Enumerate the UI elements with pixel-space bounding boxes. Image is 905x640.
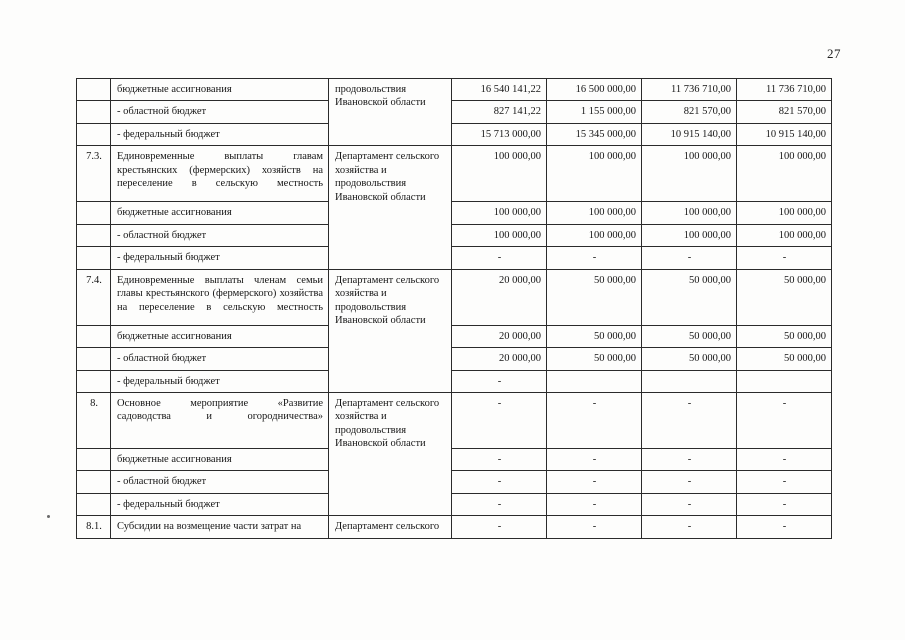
row-value-1: 16 540 141,22 <box>452 79 547 101</box>
row-number <box>77 493 111 515</box>
row-value-3: 100 000,00 <box>642 146 737 202</box>
table-row <box>77 101 832 123</box>
row-number <box>77 247 111 269</box>
row-value-2: - <box>547 247 642 269</box>
row-value-4: 11 736 710,00 <box>737 79 832 101</box>
row-department: Департамент сельского хозяйства и продовольствия Ивановской области <box>329 146 452 269</box>
row-name: - федеральный бюджет <box>111 247 329 269</box>
table-row <box>77 493 832 515</box>
row-value-1: 827 141,22 <box>452 101 547 123</box>
row-name: - федеральный бюджет <box>111 493 329 515</box>
table-row <box>77 448 832 470</box>
row-name: Субсидии на возмещение части затрат на <box>111 516 329 538</box>
row-name: - областной бюджет <box>111 348 329 370</box>
row-name: Единовременные выплаты главам крестьянских (фермерских) хозяйств на переселение в сельскую местность <box>111 146 329 202</box>
row-value-2: 100 000,00 <box>547 202 642 224</box>
row-number: 8. <box>77 392 111 448</box>
table-row <box>77 348 832 370</box>
row-value-4: - <box>737 247 832 269</box>
row-value-3 <box>642 370 737 392</box>
row-number <box>77 202 111 224</box>
row-number <box>77 79 111 101</box>
row-value-3: 50 000,00 <box>642 348 737 370</box>
row-value-2: 16 500 000,00 <box>547 79 642 101</box>
row-value-4: - <box>737 471 832 493</box>
table-row <box>77 370 832 392</box>
row-name: - областной бюджет <box>111 224 329 246</box>
row-value-2: 50 000,00 <box>547 269 642 325</box>
row-value-3: - <box>642 247 737 269</box>
row-value-2: - <box>547 392 642 448</box>
row-department: продовольствия Ивановской области <box>329 79 452 146</box>
row-value-4: - <box>737 516 832 538</box>
row-value-3: 11 736 710,00 <box>642 79 737 101</box>
page-number: 27 <box>827 46 841 61</box>
row-number <box>77 325 111 347</box>
row-number <box>77 224 111 246</box>
row-name: Единовременные выплаты членам семьи главы крестьянского (фермерского) хозяйства на переселение в сельскую местность <box>111 269 329 325</box>
row-value-2: 100 000,00 <box>547 146 642 202</box>
row-value-4 <box>737 370 832 392</box>
row-number <box>77 471 111 493</box>
row-value-2: 50 000,00 <box>547 348 642 370</box>
row-number: 7.4. <box>77 269 111 325</box>
row-name: Основное мероприятие «Развитие садоводства и огородничества» <box>111 392 329 448</box>
table-row <box>77 392 832 448</box>
row-value-1: - <box>452 392 547 448</box>
row-number: 8.1. <box>77 516 111 538</box>
row-name: - федеральный бюджет <box>111 370 329 392</box>
row-value-4: - <box>737 448 832 470</box>
row-value-4: - <box>737 392 832 448</box>
table-row <box>77 123 832 145</box>
row-name: - федеральный бюджет <box>111 123 329 145</box>
row-value-3: - <box>642 471 737 493</box>
row-number <box>77 448 111 470</box>
row-number <box>77 370 111 392</box>
row-value-1: - <box>452 370 547 392</box>
row-value-3: - <box>642 448 737 470</box>
budget-table <box>76 78 832 539</box>
table-row <box>77 516 832 538</box>
row-value-1: 100 000,00 <box>452 224 547 246</box>
row-value-2: 50 000,00 <box>547 325 642 347</box>
table-row <box>77 202 832 224</box>
table-row <box>77 79 832 101</box>
row-value-2: 1 155 000,00 <box>547 101 642 123</box>
row-value-2: - <box>547 471 642 493</box>
row-value-2 <box>547 370 642 392</box>
row-value-2: 100 000,00 <box>547 224 642 246</box>
row-value-3: 100 000,00 <box>642 202 737 224</box>
row-value-1: 20 000,00 <box>452 325 547 347</box>
row-value-1: - <box>452 516 547 538</box>
row-value-1: - <box>452 247 547 269</box>
row-value-4: 50 000,00 <box>737 348 832 370</box>
row-name: - областной бюджет <box>111 101 329 123</box>
row-value-1: 20 000,00 <box>452 269 547 325</box>
row-name: бюджетные ассигнования <box>111 325 329 347</box>
row-department: Департамент сельского <box>329 516 452 538</box>
row-value-4: 821 570,00 <box>737 101 832 123</box>
row-value-2: - <box>547 448 642 470</box>
table-row <box>77 247 832 269</box>
row-value-4: 10 915 140,00 <box>737 123 832 145</box>
row-name: бюджетные ассигнования <box>111 202 329 224</box>
row-value-4: - <box>737 493 832 515</box>
row-value-3: - <box>642 493 737 515</box>
row-value-3: - <box>642 516 737 538</box>
row-value-1: 100 000,00 <box>452 146 547 202</box>
row-value-2: - <box>547 516 642 538</box>
row-value-4: 100 000,00 <box>737 224 832 246</box>
table-row <box>77 269 832 325</box>
row-number <box>77 123 111 145</box>
table-row <box>77 146 832 202</box>
row-value-4: 50 000,00 <box>737 269 832 325</box>
row-number <box>77 101 111 123</box>
row-number: 7.3. <box>77 146 111 202</box>
row-name: бюджетные ассигнования <box>111 448 329 470</box>
row-value-3: 10 915 140,00 <box>642 123 737 145</box>
row-name: - областной бюджет <box>111 471 329 493</box>
row-value-1: - <box>452 493 547 515</box>
stray-ink-mark <box>47 515 50 518</box>
row-value-2: 15 345 000,00 <box>547 123 642 145</box>
row-value-4: 100 000,00 <box>737 202 832 224</box>
row-value-1: - <box>452 471 547 493</box>
row-department: Департамент сельского хозяйства и продовольствия Ивановской области <box>329 392 452 515</box>
row-value-3: - <box>642 392 737 448</box>
row-value-1: - <box>452 448 547 470</box>
row-number <box>77 348 111 370</box>
row-value-4: 100 000,00 <box>737 146 832 202</box>
row-value-4: 50 000,00 <box>737 325 832 347</box>
row-value-3: 50 000,00 <box>642 325 737 347</box>
row-value-2: - <box>547 493 642 515</box>
row-value-1: 20 000,00 <box>452 348 547 370</box>
table-row <box>77 224 832 246</box>
table-row <box>77 471 832 493</box>
row-department: Департамент сельского хозяйства и продовольствия Ивановской области <box>329 269 452 392</box>
table-row <box>77 325 832 347</box>
row-value-3: 100 000,00 <box>642 224 737 246</box>
row-name: бюджетные ассигнования <box>111 79 329 101</box>
row-value-1: 15 713 000,00 <box>452 123 547 145</box>
row-value-3: 50 000,00 <box>642 269 737 325</box>
row-value-1: 100 000,00 <box>452 202 547 224</box>
row-value-3: 821 570,00 <box>642 101 737 123</box>
